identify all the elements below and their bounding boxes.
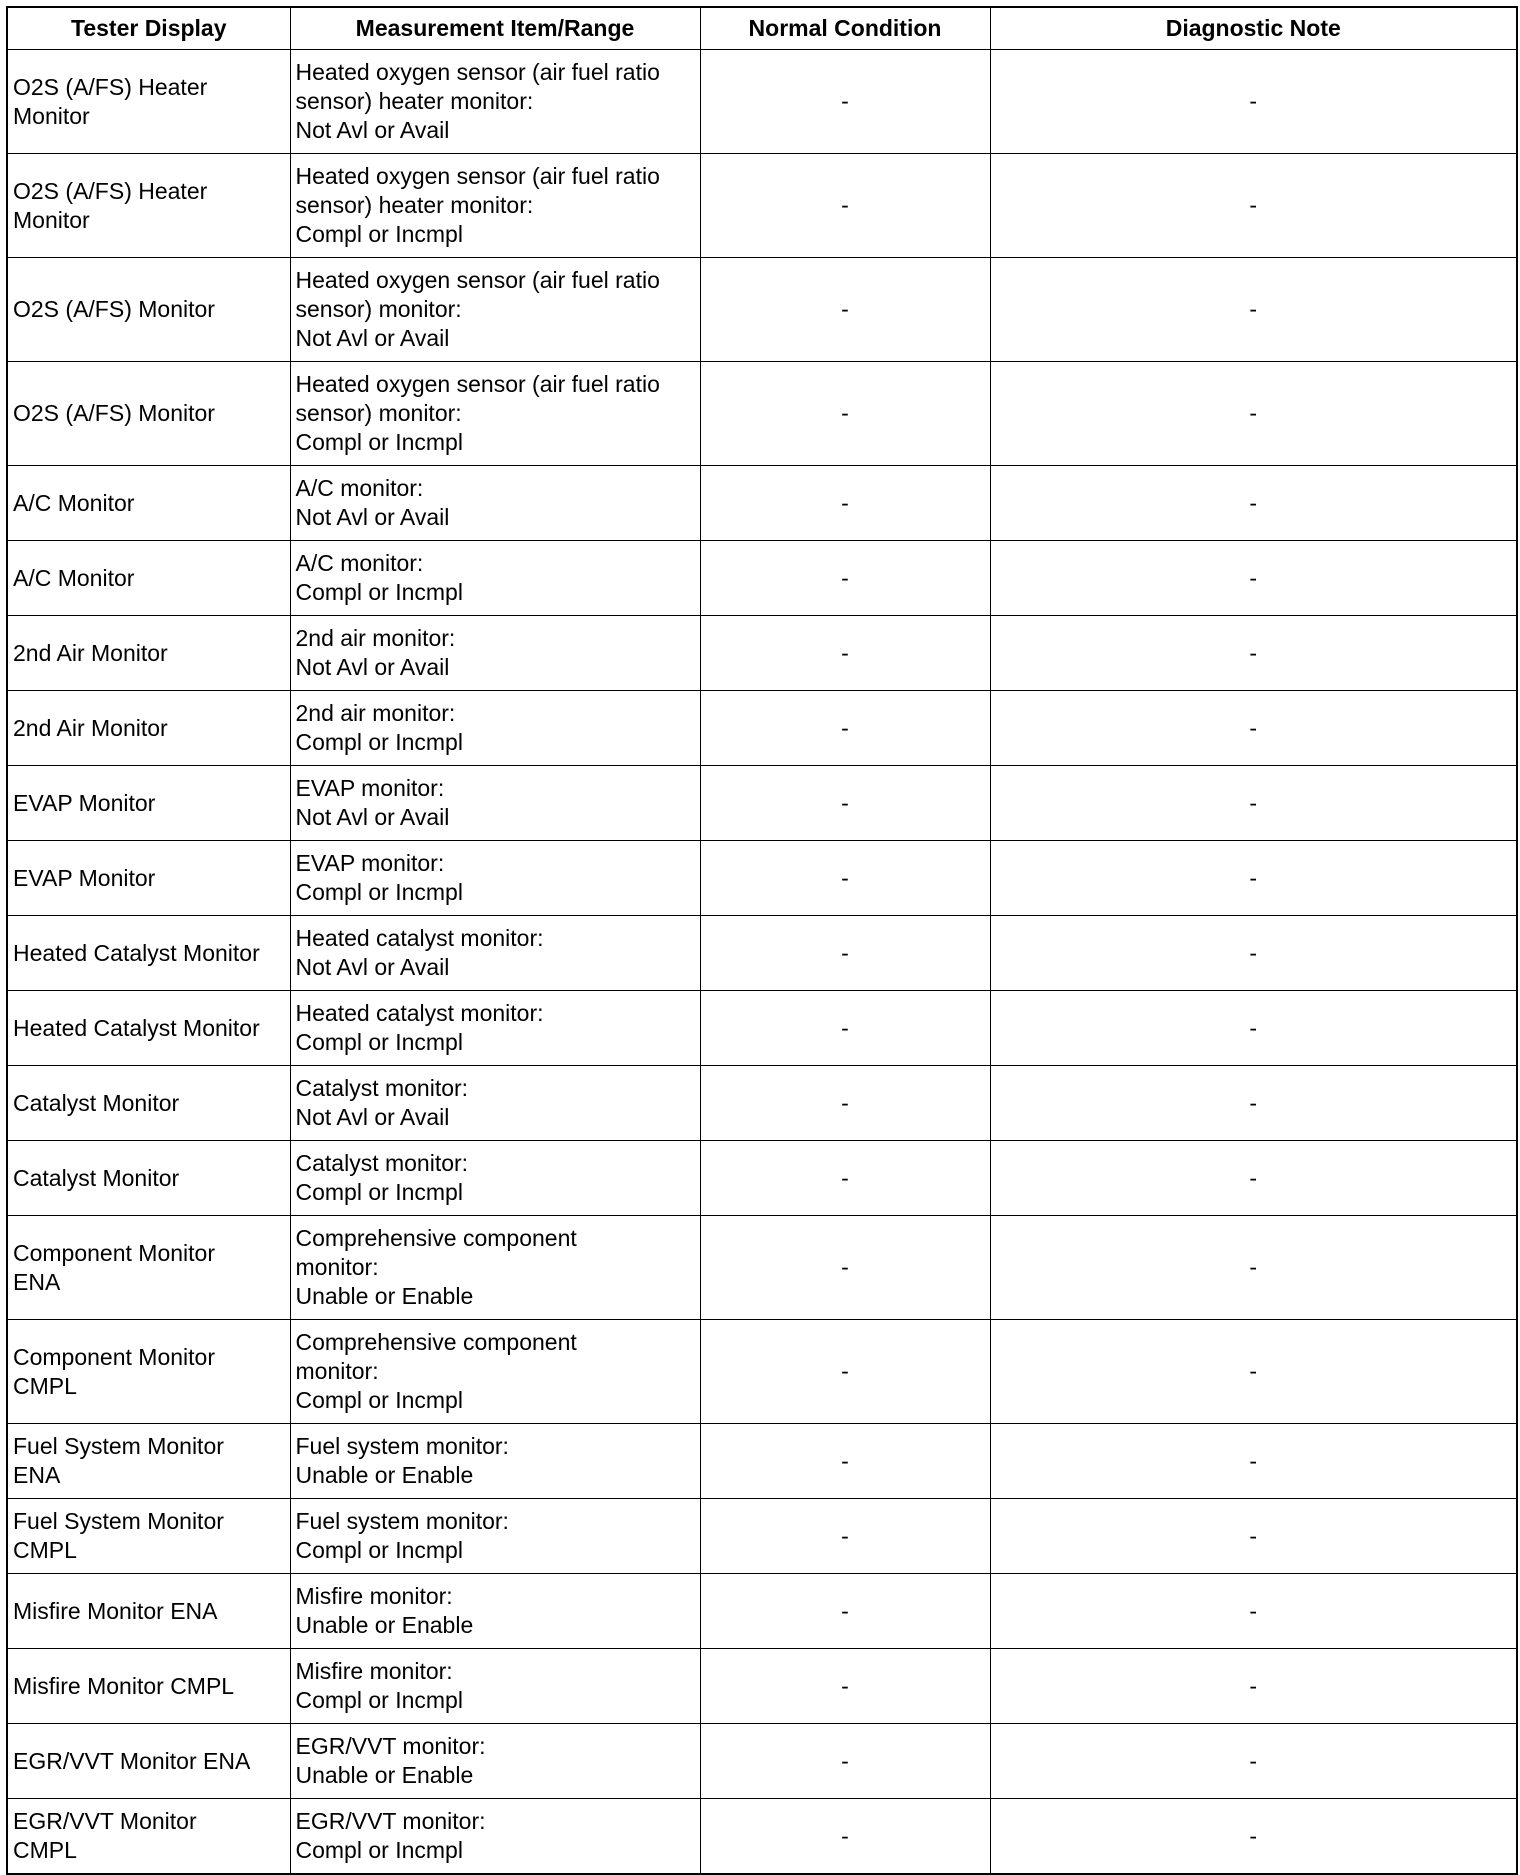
tester-display-cell: EVAP Monitor [7, 841, 290, 916]
normal-condition-cell: - [700, 50, 990, 154]
measurement-item-cell: EGR/VVT monitor: Unable or Enable [290, 1724, 700, 1799]
table-row [7, 1724, 1517, 1799]
measurement-item-cell: A/C monitor: Not Avl or Avail [290, 466, 700, 541]
tester-display-cell: O2S (A/FS) Heater Monitor [7, 154, 290, 258]
tester-display-cell: Heated Catalyst Monitor [7, 991, 290, 1066]
table-row [7, 1799, 1517, 1875]
tester-display-cell: Component Monitor CMPL [7, 1320, 290, 1424]
normal-condition-cell: - [700, 766, 990, 841]
diagnostic-note-cell: - [990, 258, 1517, 362]
diagnostic-note-cell: - [990, 1141, 1517, 1216]
diagnostic-note-cell: - [990, 1724, 1517, 1799]
table-row [7, 766, 1517, 841]
table-row [7, 541, 1517, 616]
normal-condition-cell: - [700, 362, 990, 466]
table-row [7, 616, 1517, 691]
normal-condition-cell: - [700, 1320, 990, 1424]
normal-condition-cell: - [700, 1066, 990, 1141]
table-row [7, 466, 1517, 541]
measurement-item-cell: Catalyst monitor: Not Avl or Avail [290, 1066, 700, 1141]
normal-condition-cell: - [700, 1216, 990, 1320]
diagnostic-note-cell: - [990, 50, 1517, 154]
diagnostic-note-cell: - [990, 466, 1517, 541]
diagnostic-note-cell: - [990, 1799, 1517, 1875]
measurement-item-cell: Heated oxygen sensor (air fuel ratio sensor) monitor: Compl or Incmpl [290, 362, 700, 466]
table-row [7, 1574, 1517, 1649]
measurement-item-cell: Heated catalyst monitor: Compl or Incmpl [290, 991, 700, 1066]
tester-display-cell: A/C Monitor [7, 541, 290, 616]
diagnostic-note-cell: - [990, 1216, 1517, 1320]
normal-condition-cell: - [700, 991, 990, 1066]
normal-condition-cell: - [700, 691, 990, 766]
diagnostic-note-cell: - [990, 1499, 1517, 1574]
normal-condition-cell: - [700, 466, 990, 541]
measurement-item-cell: 2nd air monitor: Compl or Incmpl [290, 691, 700, 766]
table-row [7, 1141, 1517, 1216]
measurement-item-cell: Comprehensive component monitor: Compl or Incmpl [290, 1320, 700, 1424]
header-measurement-item: Measurement Item/Range [290, 7, 700, 50]
diagnostic-note-cell: - [990, 841, 1517, 916]
measurement-item-cell: Fuel system monitor: Unable or Enable [290, 1424, 700, 1499]
data-list-table [6, 6, 1518, 1875]
tester-display-cell: Fuel System Monitor CMPL [7, 1499, 290, 1574]
tester-display-cell: Catalyst Monitor [7, 1141, 290, 1216]
tester-display-cell: Fuel System Monitor ENA [7, 1424, 290, 1499]
diagnostic-note-cell: - [990, 362, 1517, 466]
measurement-item-cell: Comprehensive component monitor: Unable or Enable [290, 1216, 700, 1320]
measurement-item-cell: EGR/VVT monitor: Compl or Incmpl [290, 1799, 700, 1875]
tester-display-cell: EGR/VVT Monitor ENA [7, 1724, 290, 1799]
table-row [7, 691, 1517, 766]
measurement-item-cell: EVAP monitor: Compl or Incmpl [290, 841, 700, 916]
diagnostic-note-cell: - [990, 1649, 1517, 1724]
tester-display-cell: EVAP Monitor [7, 766, 290, 841]
table-row [7, 50, 1517, 154]
normal-condition-cell: - [700, 916, 990, 991]
table-row [7, 1499, 1517, 1574]
tester-display-cell: O2S (A/FS) Monitor [7, 362, 290, 466]
measurement-item-cell: Heated oxygen sensor (air fuel ratio sensor) monitor: Not Avl or Avail [290, 258, 700, 362]
table-body [7, 50, 1517, 1875]
tester-display-cell: Heated Catalyst Monitor [7, 916, 290, 991]
tester-display-cell: A/C Monitor [7, 466, 290, 541]
normal-condition-cell: - [700, 616, 990, 691]
normal-condition-cell: - [700, 1424, 990, 1499]
diagnostic-note-cell: - [990, 691, 1517, 766]
tester-display-cell: Component Monitor ENA [7, 1216, 290, 1320]
normal-condition-cell: - [700, 258, 990, 362]
tester-display-cell: EGR/VVT Monitor CMPL [7, 1799, 290, 1875]
diagnostic-note-cell: - [990, 1066, 1517, 1141]
normal-condition-cell: - [700, 1574, 990, 1649]
diagnostic-note-cell: - [990, 1320, 1517, 1424]
diagnostic-note-cell: - [990, 916, 1517, 991]
table-row [7, 154, 1517, 258]
diagnostic-note-cell: - [990, 154, 1517, 258]
table-row [7, 258, 1517, 362]
table-row [7, 841, 1517, 916]
header-tester-display: Tester Display [7, 7, 290, 50]
diagnostic-note-cell: - [990, 991, 1517, 1066]
table-row [7, 916, 1517, 991]
tester-display-cell: O2S (A/FS) Heater Monitor [7, 50, 290, 154]
normal-condition-cell: - [700, 154, 990, 258]
tester-display-cell: O2S (A/FS) Monitor [7, 258, 290, 362]
measurement-item-cell: Heated catalyst monitor: Not Avl or Avail [290, 916, 700, 991]
measurement-item-cell: A/C monitor: Compl or Incmpl [290, 541, 700, 616]
measurement-item-cell: Fuel system monitor: Compl or Incmpl [290, 1499, 700, 1574]
normal-condition-cell: - [700, 1724, 990, 1799]
measurement-item-cell: Heated oxygen sensor (air fuel ratio sensor) heater monitor: Not Avl or Avail [290, 50, 700, 154]
table-row [7, 991, 1517, 1066]
table-row [7, 362, 1517, 466]
table-row [7, 1424, 1517, 1499]
diagnostic-note-cell: - [990, 616, 1517, 691]
header-normal-condition: Normal Condition [700, 7, 990, 50]
measurement-item-cell: Heated oxygen sensor (air fuel ratio sensor) heater monitor: Compl or Incmpl [290, 154, 700, 258]
tester-display-cell: 2nd Air Monitor [7, 616, 290, 691]
normal-condition-cell: - [700, 1499, 990, 1574]
table-row [7, 1649, 1517, 1724]
diagnostic-note-cell: - [990, 541, 1517, 616]
normal-condition-cell: - [700, 1799, 990, 1875]
header-row [7, 7, 1517, 50]
table-row [7, 1066, 1517, 1141]
measurement-item-cell: 2nd air monitor: Not Avl or Avail [290, 616, 700, 691]
diagnostic-note-cell: - [990, 766, 1517, 841]
diagnostic-note-cell: - [990, 1424, 1517, 1499]
table-row [7, 1320, 1517, 1424]
measurement-item-cell: Misfire monitor: Compl or Incmpl [290, 1649, 700, 1724]
measurement-item-cell: EVAP monitor: Not Avl or Avail [290, 766, 700, 841]
tester-display-cell: Catalyst Monitor [7, 1066, 290, 1141]
table-row [7, 1216, 1517, 1320]
header-diagnostic-note: Diagnostic Note [990, 7, 1517, 50]
tester-display-cell: 2nd Air Monitor [7, 691, 290, 766]
measurement-item-cell: Misfire monitor: Unable or Enable [290, 1574, 700, 1649]
normal-condition-cell: - [700, 541, 990, 616]
table-header [7, 7, 1517, 50]
measurement-item-cell: Catalyst monitor: Compl or Incmpl [290, 1141, 700, 1216]
normal-condition-cell: - [700, 841, 990, 916]
normal-condition-cell: - [700, 1141, 990, 1216]
normal-condition-cell: - [700, 1649, 990, 1724]
tester-display-cell: Misfire Monitor CMPL [7, 1649, 290, 1724]
diagnostic-note-cell: - [990, 1574, 1517, 1649]
tester-display-cell: Misfire Monitor ENA [7, 1574, 290, 1649]
